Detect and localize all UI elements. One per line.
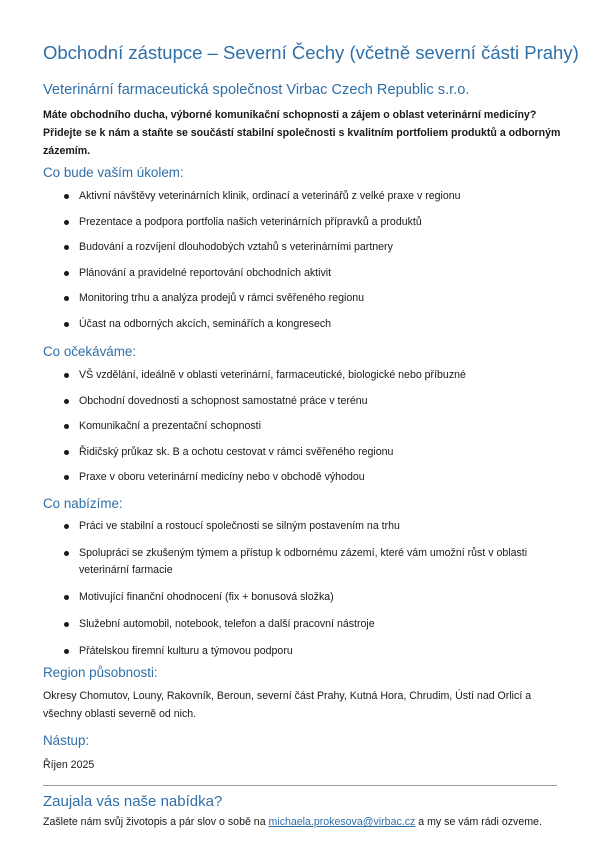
list-item: Aktivní návštěvy veterinárních klinik, ordinací a veterinářů z velké praxe v regionu <box>43 188 553 205</box>
list-item: Prezentace a podpora portfolia našich veterinárních přípravků a produktů <box>43 214 553 231</box>
region-line: všechny oblasti severně od nich. <box>43 708 197 720</box>
list-item: Spolupráci se zkušeným týmem a přístup k odbornému zázemí, které vám umožní růst v oblasti veterinární farmacie <box>43 545 553 579</box>
region-paragraph <box>43 687 563 723</box>
divider <box>43 785 557 786</box>
list-item: Obchodní dovednosti a schopnost samostatné práce v terénu <box>43 393 553 410</box>
contact-line <box>43 815 542 829</box>
expect-list <box>43 367 553 486</box>
list-item: Monitoring trhu a analýza prodejů v rámci svěřeného regionu <box>43 290 553 307</box>
list-item: Plánování a pravidelné reportování obchodních aktivit <box>43 265 553 282</box>
list-item: Řidičský průkaz sk. B a ochotu cestovat v rámci svěřeného regionu <box>43 444 553 461</box>
cta-heading: Zaujala vás naše nabídka? <box>43 793 223 810</box>
list-item: Práci ve stabilní a rostoucí společnosti se silným postavením na trhu <box>43 518 553 535</box>
list-item: Praxe v oboru veterinární medicíny nebo v obchodě výhodou <box>43 469 553 486</box>
intro-line: zázemím. <box>43 145 91 157</box>
tasks-list <box>43 188 553 333</box>
start-date: Říjen 2025 <box>43 759 95 771</box>
list-item: Služební automobil, notebook, telefon a další pracovní nástroje <box>43 616 553 633</box>
list-item: Komunikační a prezentační schopnosti <box>43 418 553 435</box>
section-heading-region: Region působnosti: <box>43 665 158 680</box>
list-item: Účast na odborných akcích, seminářích a kongresech <box>43 316 553 333</box>
intro-line: Máte obchodního ducha, výborné komunikační schopnosti a zájem o oblast veterinární medicíny? <box>43 109 537 121</box>
section-heading-start: Nástup: <box>43 733 90 748</box>
list-item: VŠ vzdělání, ideálně v oblasti veterinární, farmaceutické, biologické nebo příbuzné <box>43 367 553 384</box>
region-line: Okresy Chomutov, Louny, Rakovník, Beroun, severní část Prahy, Kutná Hora, Chrudim, Ústí nad Orlicí a <box>43 690 532 702</box>
section-heading-offer: Co nabízíme: <box>43 496 123 511</box>
section-heading-expect: Co očekáváme: <box>43 344 137 359</box>
email-link[interactable]: michaela.prokesova@virbac.cz <box>268 816 416 828</box>
section-heading-tasks: Co bude vaším úkolem: <box>43 165 184 180</box>
list-item: Přátelskou firemní kulturu a týmovou podporu <box>43 643 553 660</box>
list-item: Motivující finanční ohodnocení (fix + bonusová složka) <box>43 589 553 606</box>
list-item: Budování a rozvíjení dlouhodobých vztahů s veterinárními partnery <box>43 239 553 256</box>
contact-text-before: Zašlete nám svůj životopis a pár slov o sobě na <box>43 816 269 828</box>
intro-paragraph <box>43 106 563 160</box>
page-title: Obchodní zástupce – Severní Čechy (včetně severní části Prahy) <box>43 42 579 63</box>
company-subtitle: Veterinární farmaceutická společnost Virbac Czech Republic s.r.o. <box>43 82 470 98</box>
contact-text-after: a my se vám rádi ozveme. <box>415 816 542 828</box>
offer-list <box>43 518 553 660</box>
intro-line: Přidejte se k nám a staňte se součástí stabilní společnosti s kvalitním portfoliem produktů a odborným <box>43 127 561 139</box>
